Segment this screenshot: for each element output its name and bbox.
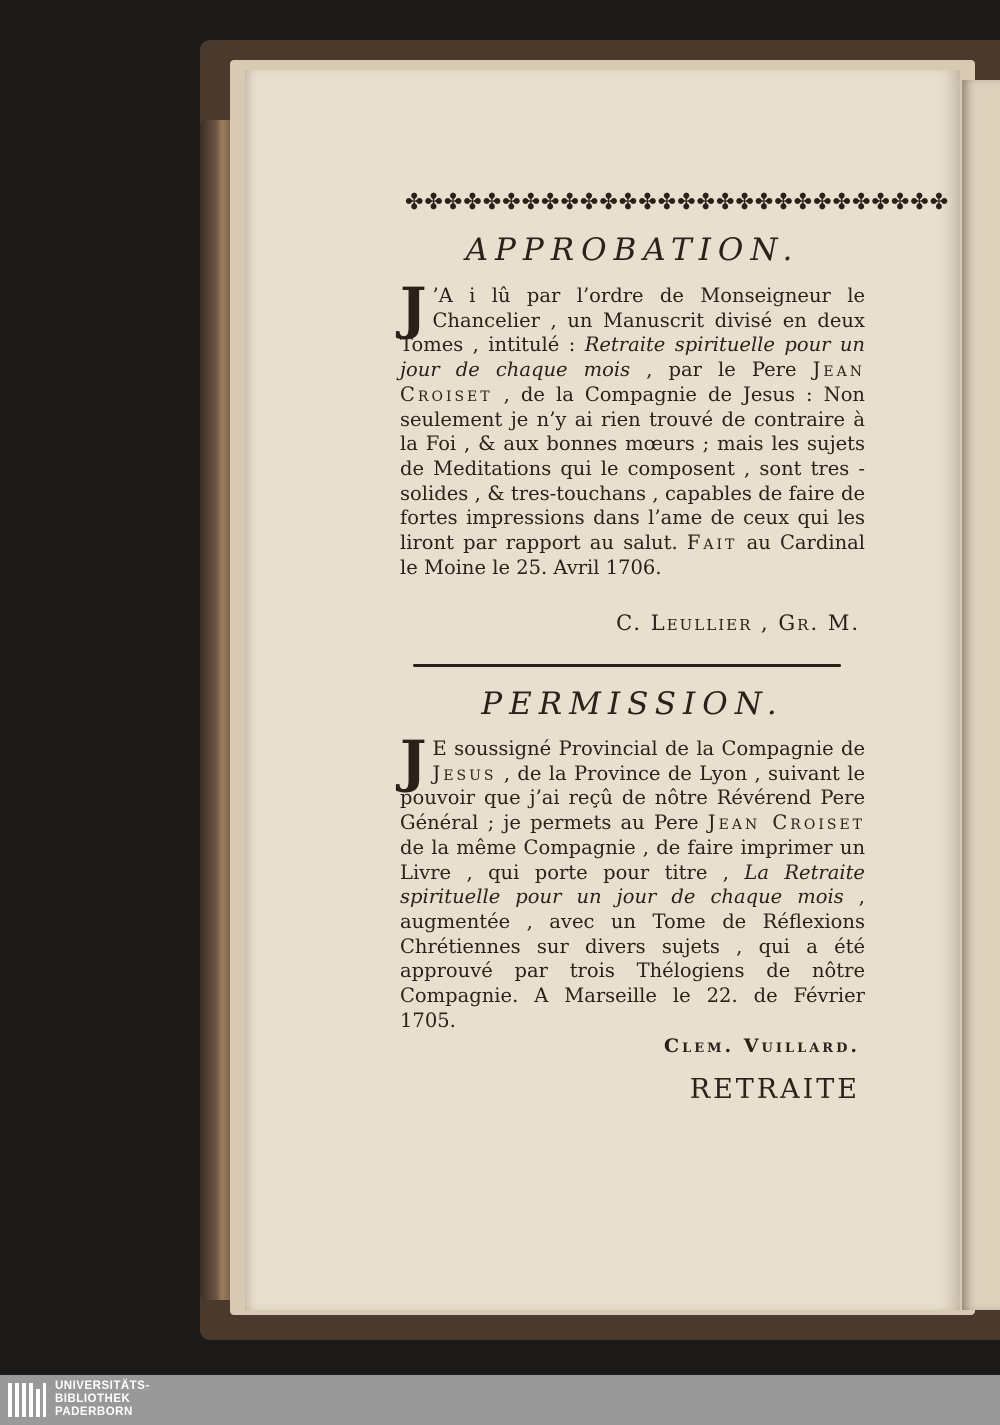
approbation-heading: APPROBATION. (465, 232, 800, 268)
library-logo-icon (6, 1379, 48, 1421)
permission-text-2: , de la Province de Lyon , suivant le pouvoir que j’ai reçû de nôtre Révérend Pere Général ; je permets au Pere (400, 761, 865, 835)
permission-heading: PERMISSION. (481, 686, 784, 722)
permission-text-4: , augmentée , avec un Tome de Réflexions Chrétiennes sur divers sujets , qui a été approuvé par trois Thélogiens de nôtre Compagnie. A Marseille le 22. de Février 1705. (400, 885, 865, 1032)
library-footer (0, 1375, 1000, 1425)
approbation-text (400, 276, 866, 580)
approbation-book-title: Retraite spirituelle pour un jour de chaque mois (400, 333, 865, 382)
library-name (55, 1380, 150, 1419)
permission-book-title: La Retraite spirituelle pour un jour de chaque mois (400, 860, 865, 909)
approbation-text-3: , de la Compagnie de Jesus : Non seulement je n’y ai rien trouvé de contraire à la Foi , & aux bonnes mœurs ; mais les sujets de Meditations qui le composent , sont tres - solides , & tres-touchans , capables de faire de fortes impressions dans l’ame de ceux qui les liront par rapport au salut. (400, 382, 865, 555)
permission-dropcap: J (400, 729, 427, 795)
approbation-text-1: ’A i lû par l’ordre de Monseigneur le Chancelier , un Manuscrit divisé en deux Tomes , intitulé : (400, 284, 865, 357)
approbation-author: Jean Croiset (400, 358, 865, 406)
facing-page-edge (962, 80, 1000, 1310)
approbation-signature: C. Leullier , Gr. M. (616, 611, 860, 635)
permission-text (400, 729, 866, 1033)
permission-text-3: de la même Compagnie , de faire imprimer un Livre , qui porte pour titre , (400, 835, 865, 884)
approbation-text-4: au Cardinal le Moine le 25. Avril 1706. (400, 531, 866, 579)
permission-jesus: Jesus (432, 761, 497, 785)
section-divider (413, 664, 841, 667)
permission-author: Jean Croiset (707, 811, 866, 835)
library-name-line-3: PADERBORN (55, 1406, 133, 1418)
library-name-line-2: BIBLIOTHEK (55, 1393, 131, 1405)
approbation-fait: Fait (686, 531, 738, 555)
library-name-line-1: UNIVERSITÄTS- (55, 1380, 150, 1392)
approbation-text-2: , par le Pere (630, 358, 813, 382)
approbation-dropcap: J (400, 276, 427, 342)
catchword: RETRAITE (689, 1074, 860, 1105)
permission-signature: Clem. Vuillard. (663, 1035, 860, 1057)
ornament-border: ✤✤✤✤✤✤✤✤✤✤✤✤✤✤✤✤✤✤✤✤✤✤✤✤✤✤✤✤ (405, 190, 950, 215)
permission-text-1: E soussigné Provincial de la Compagnie de (432, 737, 865, 760)
